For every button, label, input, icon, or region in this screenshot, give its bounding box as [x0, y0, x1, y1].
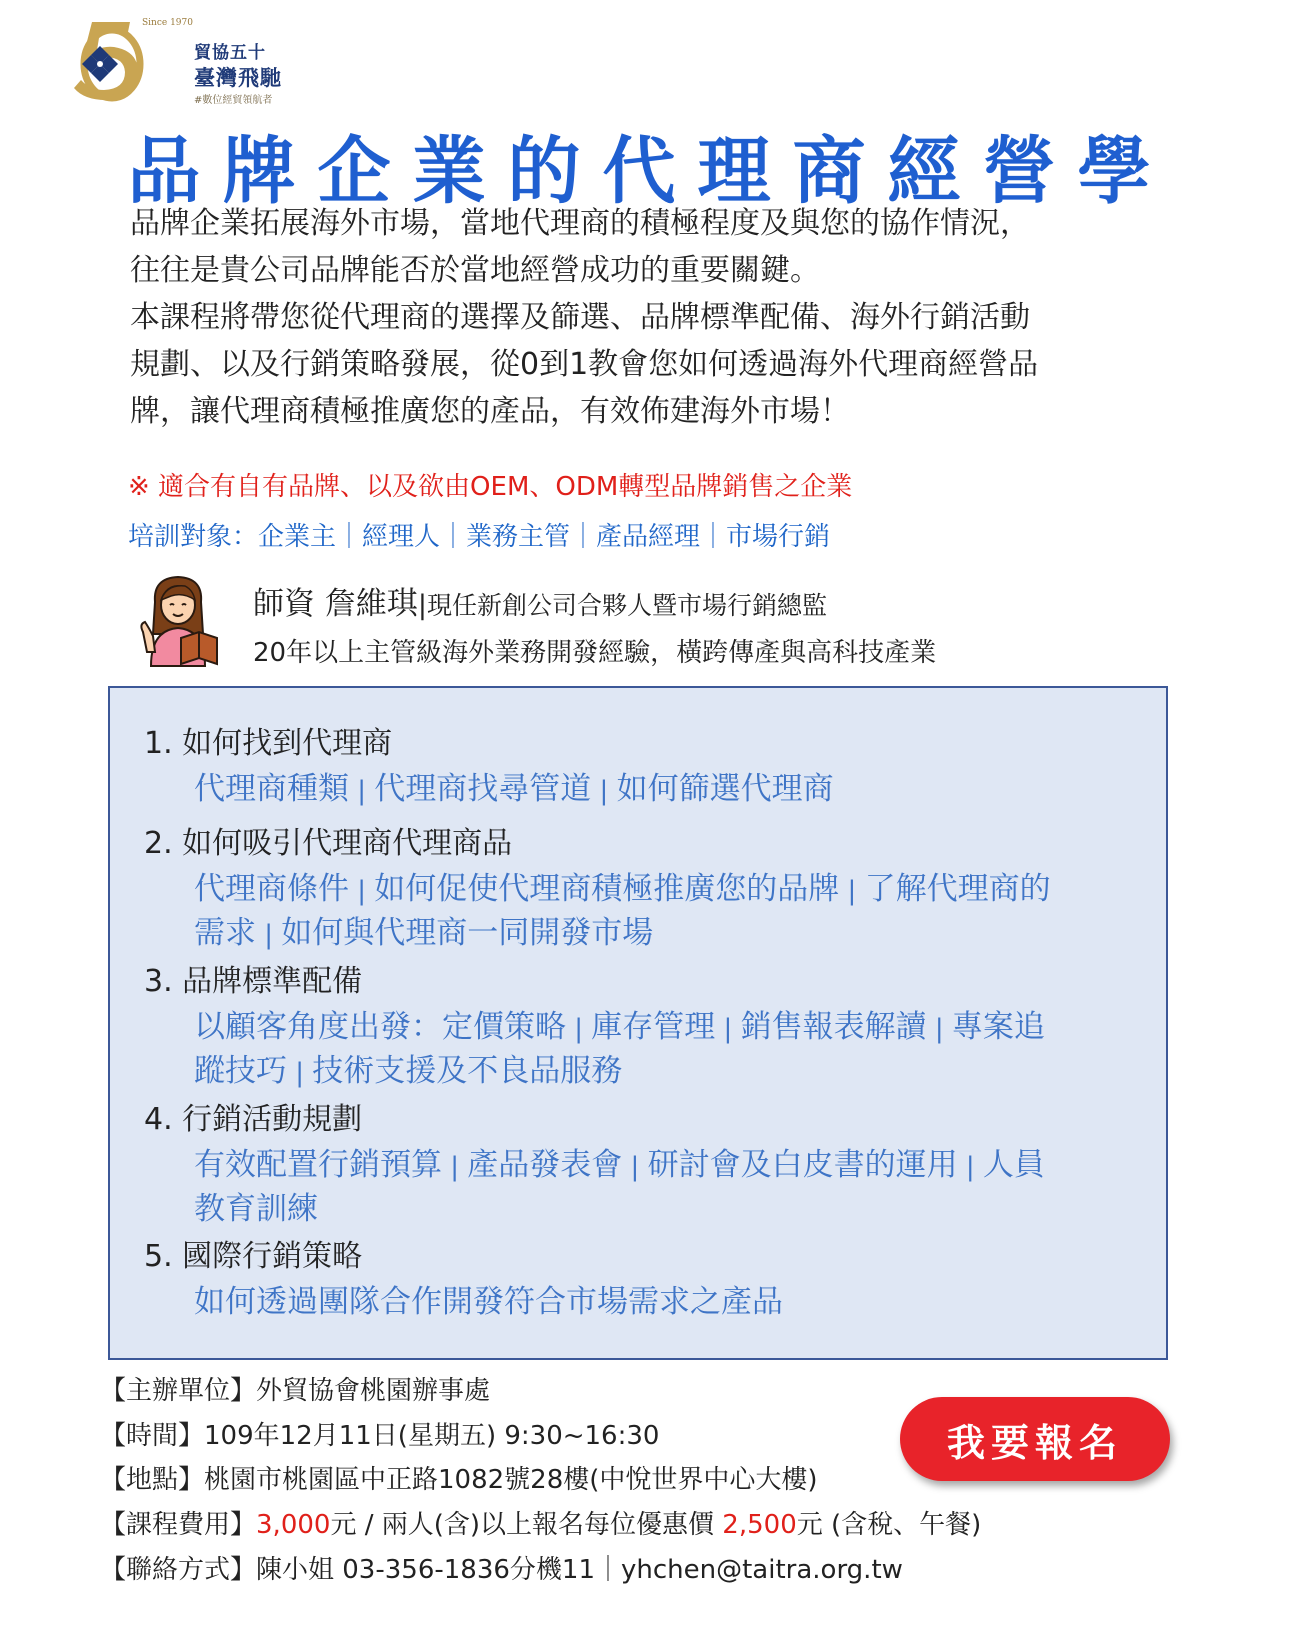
module-topic: 庫存管理: [591, 1009, 716, 1045]
module-topic: 產品發表會: [467, 1147, 623, 1183]
module-topic: 代理商條件: [194, 871, 349, 907]
separator: |: [926, 1014, 952, 1044]
logo-org-name: 貿協五十: [194, 43, 266, 63]
separator: |: [715, 1014, 741, 1044]
fee-price: 3,000: [256, 1510, 331, 1540]
module-topic: 銷售報表解讀: [740, 1009, 927, 1045]
course-module: [144, 1094, 1104, 1230]
fee-discount: 2,500: [722, 1510, 797, 1540]
module-detail-line: [194, 1006, 1104, 1050]
module-topic: 代理商種類: [194, 771, 349, 807]
module-detail-line: [194, 1281, 1104, 1323]
module-heading: 5. 國際行銷策略: [144, 1239, 363, 1274]
teacher-avatar-icon: [133, 572, 223, 668]
separator: |: [349, 776, 375, 806]
info-time: 【時間】109年12月11日(星期五) 9:30~16:30: [100, 1421, 660, 1451]
module-detail-line: [194, 1188, 1104, 1230]
module-detail-line: [194, 912, 1104, 956]
intro-line: 牌，讓代理商積極推廣您的產品，有效佈建海外市場！: [130, 394, 850, 429]
module-topic: 專案追: [951, 1009, 1045, 1045]
signup-button[interactable]: 我要報名: [900, 1397, 1170, 1481]
separator: |: [622, 1152, 648, 1182]
fee-mid: 元 / 兩人(含)以上報名每位優惠價: [330, 1510, 723, 1540]
module-topic: 有效配置行銷預算: [194, 1147, 442, 1183]
page-title: 品牌企業的代理商經營學: [127, 129, 1173, 214]
module-topic: 教育訓練: [194, 1191, 318, 1227]
module-topic: 如何透過團隊合作開發符合市場需求之產品: [194, 1284, 783, 1320]
separator: |: [417, 590, 427, 621]
module-topic: 以顧客角度出發：定價策略: [194, 1009, 566, 1045]
course-module: [144, 956, 1104, 1094]
logo-since: Since 1970: [142, 18, 193, 28]
module-topic: 需求: [194, 915, 256, 951]
course-module: [144, 818, 1104, 956]
module-details: [194, 1006, 1104, 1094]
module-detail-line: [194, 768, 1104, 812]
module-topic: 如何篩選代理商: [616, 771, 834, 807]
module-detail-line: [194, 1144, 1104, 1188]
module-topic: 了解代理商的: [864, 871, 1051, 907]
logo-tagline: #數位經貿領航者: [194, 95, 273, 106]
separator: |: [256, 920, 282, 950]
module-heading: 3. 品牌標準配備: [144, 964, 363, 999]
module-topic: 如何促使代理商積極推廣您的品牌: [374, 871, 840, 907]
course-module: [144, 1231, 1104, 1323]
teacher-name: 師資 詹維琪: [253, 586, 418, 622]
module-details: [194, 1144, 1104, 1230]
module-topic: 技術支援及不良品服務: [312, 1053, 623, 1089]
module-details: [194, 768, 1104, 812]
separator: |: [566, 1014, 592, 1044]
intro-line: 品牌企業拓展海外市場，當地代理商的積極程度及與您的協作情況，: [130, 206, 1030, 241]
info-fee: [100, 1504, 981, 1541]
module-topic: 人員: [982, 1147, 1045, 1183]
course-outline-box: [108, 686, 1168, 1360]
intro-paragraph: [130, 200, 1180, 435]
module-heading: 2. 如何吸引代理商代理商品: [144, 826, 513, 861]
separator: |: [839, 876, 865, 906]
separator: |: [957, 1152, 983, 1182]
module-heading: 4. 行銷活動規劃: [144, 1102, 363, 1137]
target-audience: 培訓對象：企業主｜經理人｜業務主管｜產品經理｜市場行銷: [128, 522, 831, 552]
intro-line: 規劃、以及行銷策略發展，從0到1教會您如何透過海外代理商經營品: [130, 347, 1039, 382]
module-detail-line: [194, 1050, 1104, 1094]
teacher-name-row: [253, 578, 827, 623]
module-heading: 1. 如何找到代理商: [144, 726, 393, 761]
logo-slogan: 臺灣飛馳: [194, 66, 282, 90]
module-topic: 代理商找尋管道: [374, 771, 592, 807]
module-topic: 如何與代理商一同開發市場: [281, 915, 654, 951]
info-location: 【地點】桃園市桃園區中正路1082號28樓(中悅世界中心大樓): [100, 1465, 818, 1495]
eligibility-note: ※ 適合有自有品牌、以及欲由OEM、ODM轉型品牌銷售之企業: [128, 472, 853, 502]
info-contact: 【聯絡方式】陳小姐 03-356-1836分機11｜yhchen@taitra.org.tw: [100, 1555, 903, 1585]
teacher-experience: 20年以上主管級海外業務開發經驗，橫跨傳產與高科技產業: [253, 638, 937, 668]
separator: |: [349, 876, 375, 906]
fee-tail: 元 (含稅、午餐): [796, 1510, 982, 1540]
teacher-role: 現任新創公司合夥人暨市場行銷總監: [426, 591, 827, 620]
module-detail-line: [194, 868, 1104, 912]
module-topic: 研討會及白皮書的運用: [647, 1147, 958, 1183]
separator: |: [287, 1058, 313, 1088]
module-topic: 蹤技巧: [194, 1053, 287, 1089]
intro-line: 往往是貴公司品牌能否於當地經營成功的重要關鍵。: [130, 253, 820, 288]
course-module: [144, 718, 1104, 812]
fee-label: 【課程費用】: [100, 1510, 257, 1540]
intro-line: 本課程將帶您從代理商的選擇及篩選、品牌標準配備、海外行銷活動: [130, 300, 1030, 335]
separator: |: [591, 776, 617, 806]
module-details: [194, 1281, 1104, 1323]
module-details: [194, 868, 1104, 956]
org-logo: [34, 14, 294, 104]
info-organizer: 【主辦單位】外貿協會桃園辦事處: [100, 1376, 491, 1406]
separator: |: [442, 1152, 468, 1182]
